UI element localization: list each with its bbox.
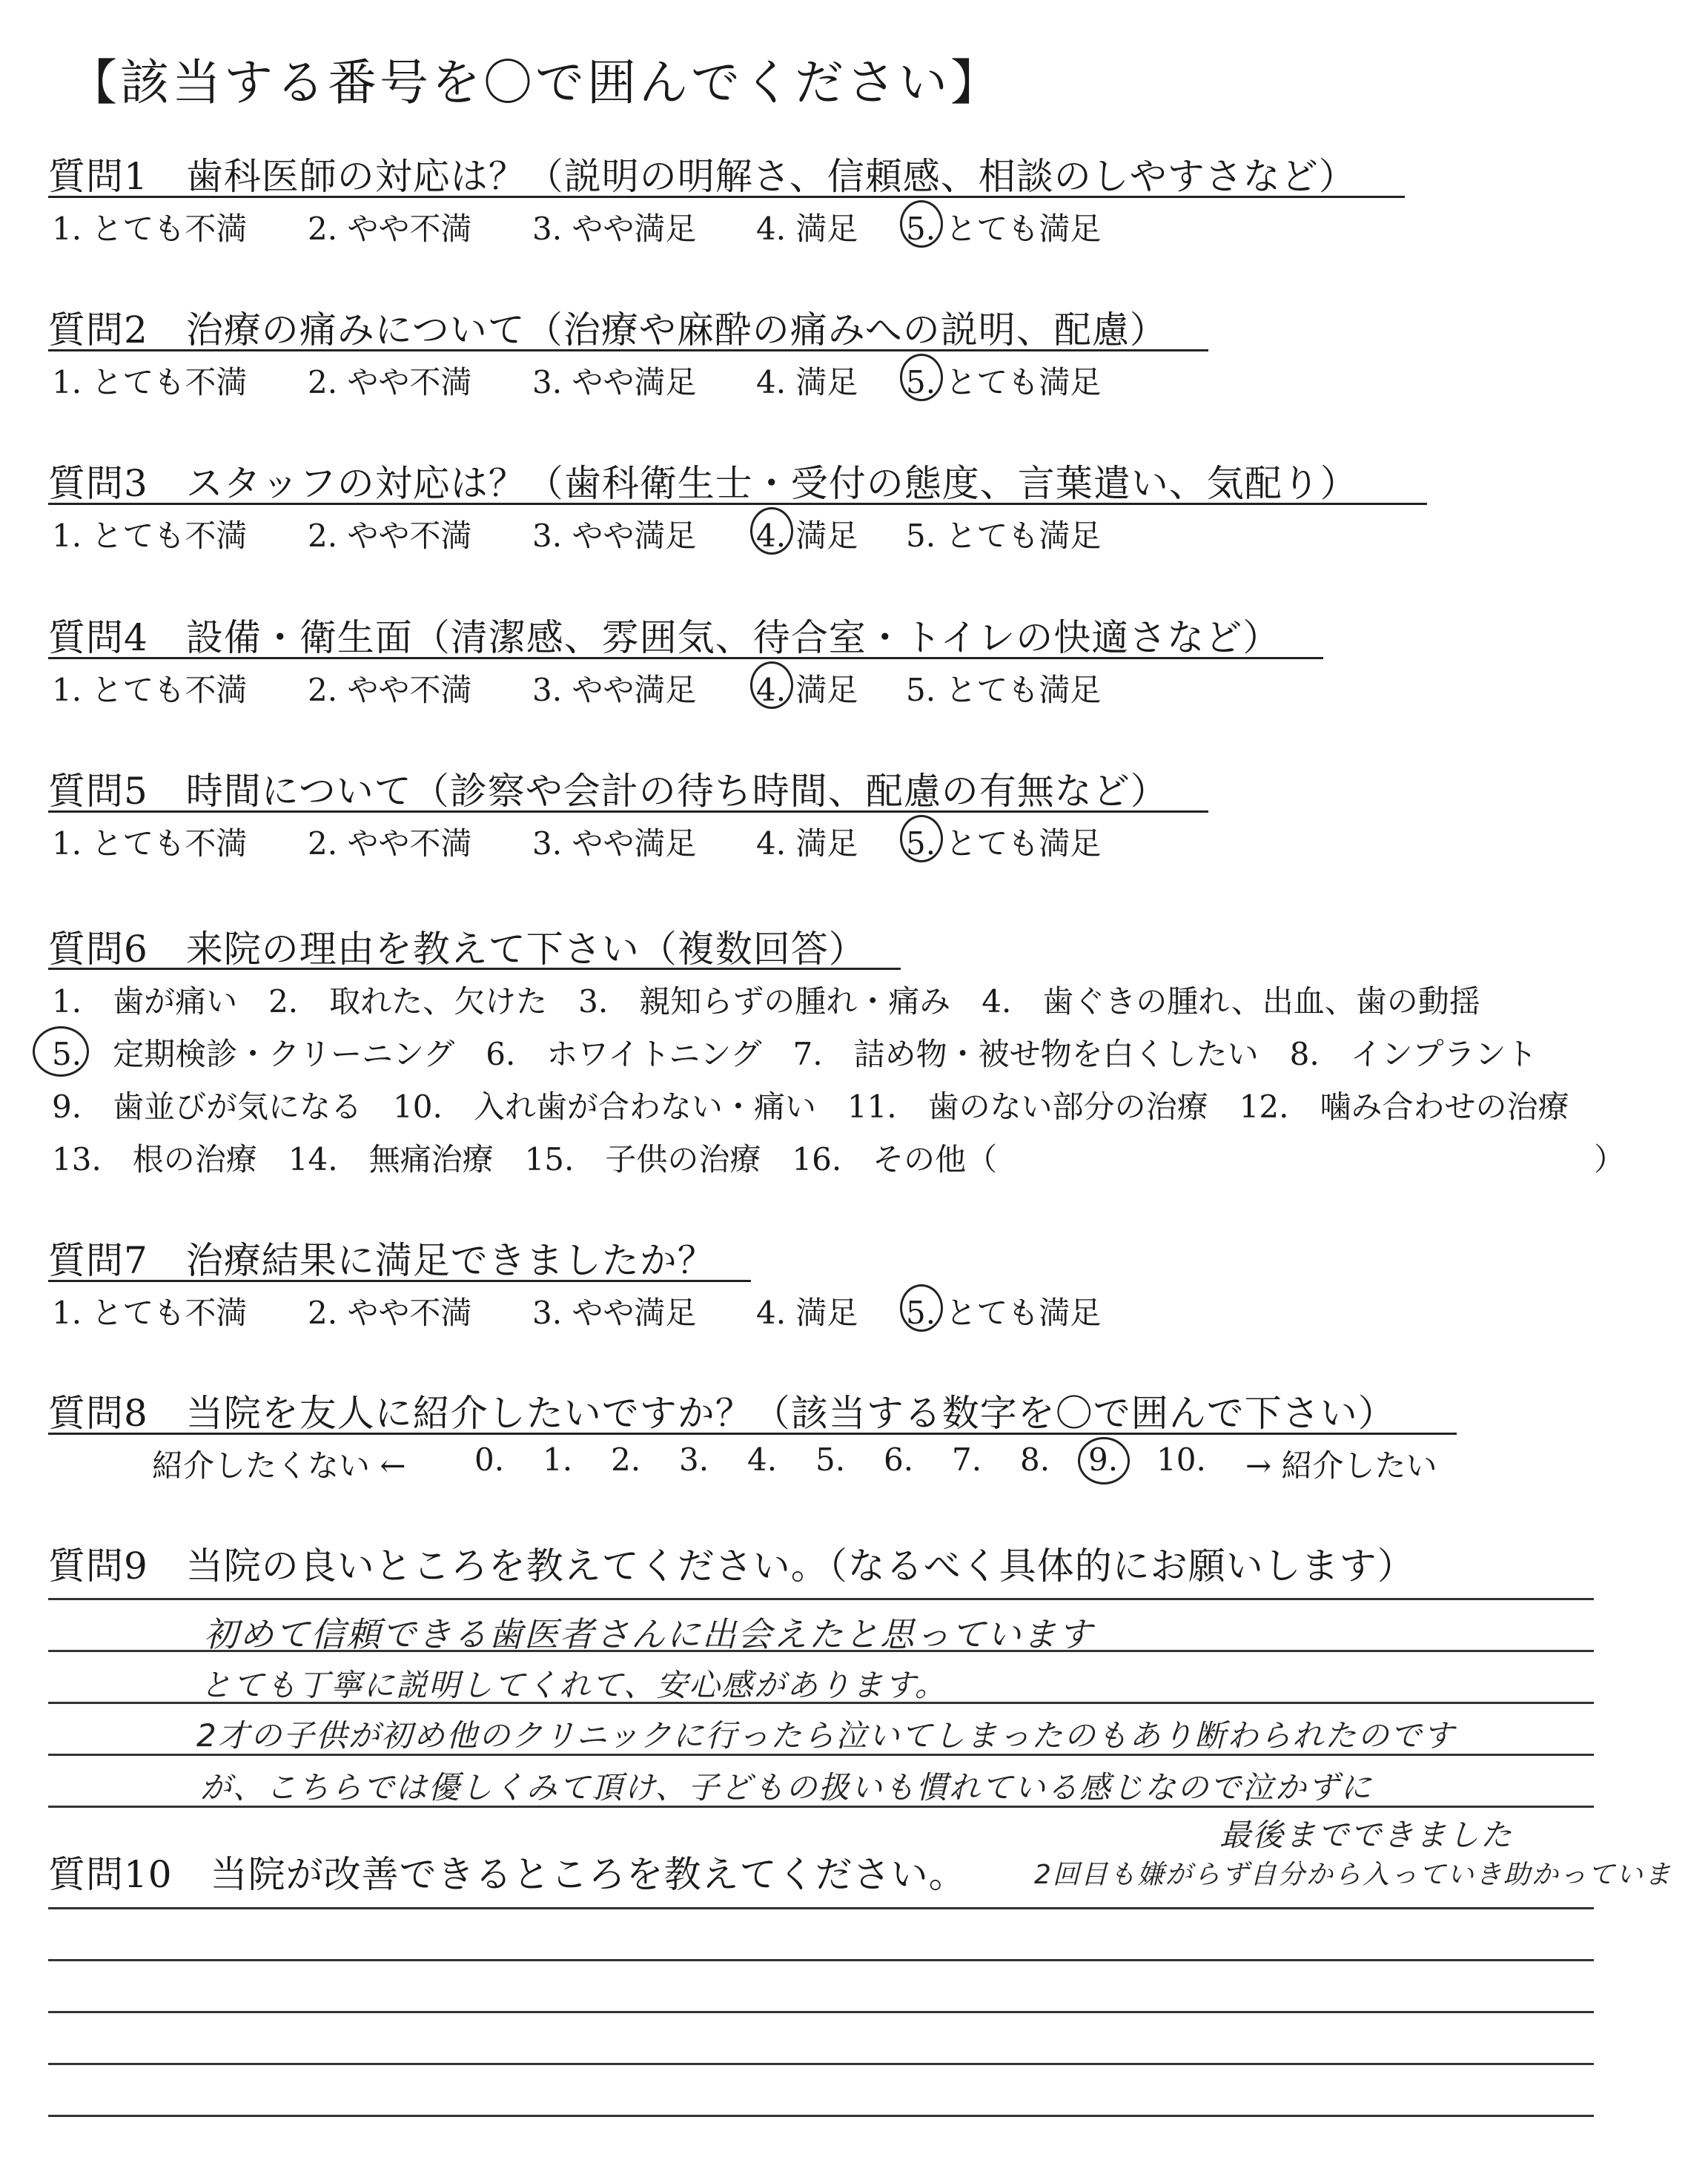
option-5[interactable]: 5. とても満足 <box>906 672 1102 708</box>
option-2[interactable]: 2. やや不満 <box>308 211 472 247</box>
q2-label: 質問2 治療の痛みについて（治療や麻酔の痛みへの説明、配慮） <box>48 308 1168 351</box>
q6-line-1: 1. 歯が痛い 2. 取れた、欠けた 3. 親知らずの腫れ・痛み 4. 歯ぐきの腫れ、出血、歯の動揺 <box>52 983 1480 1020</box>
scale-10[interactable]: 10. <box>1156 1441 1206 1478</box>
scale-4[interactable]: 4. <box>747 1441 778 1478</box>
option-5[interactable]: 5. とても満足 <box>906 211 1102 247</box>
q5-underline <box>48 810 1208 813</box>
q10-rule-1 <box>48 1907 1594 1909</box>
option-3[interactable]: 3. やや満足 <box>532 211 697 247</box>
q6-label: 質問6 来院の理由を教えて下さい（複数回答） <box>48 928 867 971</box>
q5-label: 質問5 時間について（診察や会計の待ち時間、配慮の有無など） <box>48 770 1168 813</box>
selected-circle <box>900 1284 943 1332</box>
selected-circle <box>900 354 943 401</box>
q10-label: 質問10 当院が改善できるところを教えてください。 <box>48 1853 967 1896</box>
q3-underline <box>48 503 1427 505</box>
q1-underline <box>48 196 1405 198</box>
q6-underline <box>48 968 901 970</box>
q7-label: 質問7 治療結果に満足できましたか？ <box>48 1239 715 1282</box>
scale-7[interactable]: 7. <box>952 1441 982 1478</box>
scale-8[interactable]: 8. <box>1020 1441 1050 1478</box>
option-4[interactable]: 4. 満足 <box>756 825 858 862</box>
q2-underline <box>48 349 1208 351</box>
q9-label: 質問9 当院の良いところを教えてください。（なるべく具体的にお願いします） <box>48 1545 1415 1588</box>
option-2[interactable]: 2. やや不満 <box>308 825 472 862</box>
option-3[interactable]: 3. やや満足 <box>532 1295 697 1331</box>
option-5[interactable]: 5. とても満足 <box>906 518 1102 554</box>
option-5[interactable]: 5. とても満足 <box>906 364 1102 400</box>
option-4[interactable]: 4. 満足 <box>756 364 858 400</box>
q4-underline <box>48 657 1323 659</box>
scale-3[interactable]: 3. <box>679 1441 709 1478</box>
q6-line-4-close: ） <box>1594 1141 1626 1178</box>
option-3[interactable]: 3. やや満足 <box>532 825 697 862</box>
option-4[interactable]: 4. 満足 <box>756 1295 858 1331</box>
option-1[interactable]: 1. とても不満 <box>52 364 248 400</box>
option-2[interactable]: 2. やや不満 <box>308 518 472 554</box>
q10-answer: 2回目も嫌がらず自分から入っていき助かっていま <box>1034 1860 1672 1890</box>
option-1[interactable]: 1. とても不満 <box>52 672 248 708</box>
q10-rule-3 <box>48 2011 1594 2013</box>
q9-answer-line-2: とても丁寧に説明してくれて、安心感があります。 <box>200 1667 947 1703</box>
q10-answer-above: 最後までできました <box>1219 1817 1514 1853</box>
q8-right-label: → 紹介したい <box>1245 1447 1437 1484</box>
q10-rule-2 <box>48 1959 1594 1961</box>
q4-label: 質問4 設備・衛生面（清潔感、雰囲気、待合室・トイレの快適さなど） <box>48 616 1281 659</box>
scale-6[interactable]: 6. <box>884 1441 914 1478</box>
q8-label: 質問8 当院を友人に紹介したいですか？（該当する数字を〇で囲んで下さい） <box>48 1392 1396 1435</box>
q9-answer-line-1: 初めて信頼できる歯医者さんに出会えたと思っています <box>204 1614 1093 1654</box>
scale-9[interactable]: 9. <box>1088 1441 1119 1478</box>
scale-2[interactable]: 2. <box>611 1441 641 1478</box>
q6-line-3: 9. 歯並びが気になる 10. 入れ歯が合わない・痛い 11. 歯のない部分の治療 12. 噛み合わせの治療 <box>52 1089 1569 1125</box>
q9-answer-line-4: が、こちらでは優しくみて頂け、子どもの扱いも慣れている感じなので泣かずに <box>200 1769 1373 1806</box>
q1-label: 質問1 歯科医師の対応は？（説明の明解さ、信頼感、相談のしやすさなど） <box>48 155 1357 198</box>
selected-circle <box>900 815 943 862</box>
q6-selected-circle <box>33 1026 89 1077</box>
option-5[interactable]: 5. とても満足 <box>906 1295 1102 1331</box>
scale-1[interactable]: 1. <box>543 1441 573 1478</box>
option-1[interactable]: 1. とても不満 <box>52 1295 248 1331</box>
q7-underline <box>48 1280 751 1282</box>
option-2[interactable]: 2. やや不満 <box>308 672 472 708</box>
q8-selected-circle <box>1078 1437 1130 1484</box>
option-1[interactable]: 1. とても不満 <box>52 518 248 554</box>
option-4[interactable]: 4. 満足 <box>756 518 858 554</box>
option-1[interactable]: 1. とても不満 <box>52 825 248 862</box>
option-4[interactable]: 4. 満足 <box>756 211 858 247</box>
selected-circle <box>750 661 793 709</box>
option-3[interactable]: 3. やや満足 <box>532 518 697 554</box>
selected-circle <box>750 507 793 555</box>
option-3[interactable]: 3. やや満足 <box>532 672 697 708</box>
q9-rule-1 <box>48 1598 1594 1600</box>
scale-0[interactable]: 0. <box>474 1441 505 1478</box>
q10-rule-4 <box>48 2063 1594 2065</box>
option-2[interactable]: 2. やや不満 <box>308 364 472 400</box>
option-2[interactable]: 2. やや不満 <box>308 1295 472 1331</box>
scale-5[interactable]: 5. <box>815 1441 846 1478</box>
option-4[interactable]: 4. 満足 <box>756 672 858 708</box>
q3-label: 質問3 スタッフの対応は？（歯科衛生士・受付の態度、言葉遣い、気配り） <box>48 462 1358 505</box>
form-title: 【該当する番号を〇で囲んでください】 <box>68 54 1002 111</box>
q6-line-2: 5. 定期検診・クリーニング 6. ホワイトニング 7. 詰め物・被せ物を白くしたい 8. インプラント <box>52 1036 1537 1072</box>
option-3[interactable]: 3. やや満足 <box>532 364 697 400</box>
selected-circle <box>900 200 943 248</box>
q9-answer-line-3: 2才の子供が初め他のクリニックに行ったら泣いてしまったのもあり断わられたのです <box>196 1717 1456 1754</box>
q8-left-label: 紹介したくない ← <box>152 1447 406 1484</box>
q6-line-4: 13. 根の治療 14. 無痛治療 15. 子供の治療 16. その他（ <box>52 1141 998 1178</box>
q8-underline <box>48 1433 1457 1435</box>
option-5[interactable]: 5. とても満足 <box>906 825 1102 862</box>
q10-rule-5 <box>48 2115 1594 2117</box>
option-1[interactable]: 1. とても不満 <box>52 211 248 247</box>
